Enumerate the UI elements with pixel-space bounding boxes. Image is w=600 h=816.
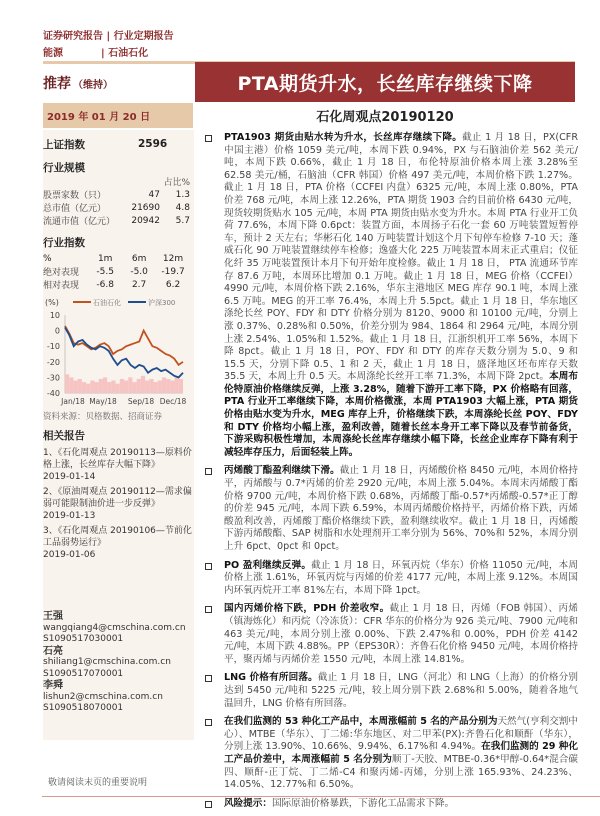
paragraph-highlight: PO 盈利继续反弹。: [224, 559, 312, 571]
bullet-paragraph: [200, 716, 578, 792]
analyst-id: S1090517030001: [43, 634, 124, 644]
volume-bar: [124, 381, 128, 393]
volume-bar: [99, 379, 103, 393]
report-title[interactable]: 3、《石化周观点 20190106—节前化工品弱势运行》: [43, 526, 192, 548]
analyst-name: 李舜: [43, 680, 63, 691]
analyst: [43, 611, 194, 646]
bullet-paragraph: [200, 465, 578, 553]
analyst: [43, 646, 194, 681]
analyst-email[interactable]: shiliang1@cmschina.com.cn: [43, 657, 171, 667]
bullet-paragraph: [200, 560, 578, 598]
related-report[interactable]: [43, 525, 194, 561]
volume-bar: [90, 381, 94, 393]
footer-divider: [42, 796, 600, 797]
bullet-icon: [205, 468, 212, 475]
related-report[interactable]: [43, 447, 194, 483]
volume-bar: [179, 379, 183, 393]
x-tick-label: Jan/18: [61, 397, 85, 406]
page-title: PTA期货升水，长丝库存继续下降: [195, 62, 575, 102]
report-title[interactable]: 2、《原油周观点 20190112—需求偏弱可能限制油价进一步反弹》: [43, 487, 192, 509]
main-content: [200, 132, 578, 816]
paragraph-text: 天然气(亨利交割中心）、MTBE（华东）、丁二烯:华东地区、对二甲苯(PX):齐鲁石化和顺酐（华东），分别上涨 13.90%、10.66%、9.94%、6.17%和 4.94%。: [224, 716, 578, 753]
scale-col: 占比%: [163, 178, 190, 188]
perf-row: 相对表现 -6.8 2.7 6.2: [43, 279, 181, 291]
report-date: 2019 年 01 月 20 日: [43, 103, 193, 128]
related-report[interactable]: [43, 486, 194, 522]
y-tick-label: 10: [49, 311, 60, 320]
paragraph-highlight: 丙烯酸丁酯盈利继续下滑。: [224, 465, 340, 477]
analyst-email[interactable]: wangqiang4@cmschina.com.cn: [43, 622, 186, 633]
volume-bar: [82, 382, 86, 393]
paragraph-highlight: 风险提示：: [224, 797, 272, 809]
analyst-name: 石亮: [43, 645, 63, 657]
legend-label: 石油石化: [93, 299, 121, 307]
volume-bar: [158, 381, 162, 393]
volume-bar: [86, 384, 90, 393]
scale-row: 流通市值（亿元） 20942 5.7: [43, 215, 190, 227]
scale-row: 股票家数（只） 47 1.3: [43, 189, 190, 201]
paragraph-text: 截止 1 月 18 日，LNG（河北）和 LNG（上海）的价格分别达到 5450 元/吨和 5225 元/吨，较上周分别下跌 2.68%和 5.00%，随着各地气温回升，LNG 价格有所回落。: [224, 672, 578, 709]
y-tick-label: 0: [54, 326, 60, 336]
x-tick-label: May/18: [89, 397, 117, 406]
report-date: 2019-01-14: [43, 472, 96, 482]
volume-bar: [95, 382, 99, 393]
volume-bar: [116, 384, 120, 393]
volume-bar: [73, 381, 77, 393]
y-axis-label: (%): [45, 298, 59, 307]
industry-index-chart: [43, 293, 194, 408]
report-category: 能源 | 石油石化: [43, 48, 149, 59]
bullet-icon: [205, 719, 212, 726]
paragraph-text: 顺丁-天胶、MTBE-0.36*甲醇-0.64*混合碳四、顺酐-正丁烷、丁二烯-C4 和聚丙烯-丙烯，分别上涨 165.93%、24.23%、14.05%、12.77%和 6.50%。: [224, 753, 578, 791]
analyst-name: 王强: [43, 611, 63, 622]
analyst: [43, 680, 194, 715]
volume-bar: [149, 379, 153, 393]
volume-bar: [162, 377, 166, 393]
volume-bar: [128, 377, 132, 393]
paragraph-text: 截止 1 月 18 日，丙烯（FOB 韩国）、丙烯（镇海炼化）和丙烷（冷冻货）：CFR 华东的价格分为 926 美元/吨、7900 元/吨和 463 美元/吨，本周分别上涨 0.00%、下跌 2.47%和 0.00%，PDH 价差 4142 元/吨，本周下跌 4.88%。PP（EPS30R）：齐鲁石化价格 9450 元/吨，本周价格持平，聚丙烯与丙烯价差 1550 元/吨，本周上涨 14.81%。: [224, 603, 578, 665]
bullet-icon: [205, 675, 212, 682]
volume-bar: [120, 379, 124, 393]
volume-bar: [175, 377, 179, 393]
perf-row: 绝对表现 -5.5 -5.0 -19.7: [43, 266, 185, 278]
volume-bar: [107, 382, 111, 393]
report-subtitle: 石化周观点20190120: [316, 110, 454, 125]
perf-title: 行业指数: [43, 237, 85, 249]
volume-bar: [132, 382, 136, 393]
volume-bar: [65, 374, 69, 393]
report-date: 2019-01-06: [43, 550, 96, 560]
legend-label: 沪深300: [148, 299, 176, 307]
volume-bar: [103, 377, 107, 393]
scale-row: 总市值（亿元） 21690 4.8: [43, 202, 190, 214]
paragraph-text: 截止 1 月 18 日，环氧丙烷（华东）价格 11050 元/吨，本周价格上涨 1.61%，环氧丙烷与丙烯的价差 4177 元/吨，本周上涨 9.12%。本周国内环氧丙烷开工率 81%左右，本周下降 1pct。: [224, 559, 578, 596]
bullet-paragraph: [200, 132, 578, 459]
paragraph-highlight: PTA1903 期货由贴水转为升水，长丝库存继续下降。: [224, 132, 463, 143]
footer-note: 敬请阅读末页的重要说明: [48, 778, 148, 788]
volume-bar: [170, 381, 174, 393]
bullet-icon: [205, 801, 212, 808]
bullet-icon: [205, 563, 212, 570]
paragraph-text: 截止 1 月 18 日，丙烯酸价格 8450 元/吨，本周价格持平，丙烯酸与 0.7*丙烯的价差 2920 元/吨，本周上涨 5.04%。本周末丙烯酸丁酯价格 9700 元/吨，本周价格下跌 0.68%，丙烯酸丁酯-0.57*丙烯酸-0.57*正丁醇的价差 945 元/吨，本周下跌 6.59%，本周丙烯酸价格持平，丙烯价格下跌，丙烯酸盈利改善，丙烯酸丁酯价格继续下跌，盈利继续收窄。截止 1 月 18 日，丙烯酸下游丙烯酸酯、SAP 树脂和水处理剂开工率分别为 56%、70%和 52%，本周分别上升 6pct、0pct 和 0pct。: [224, 465, 578, 552]
paragraph-highlight: 本周布伦特原油价格继续反弹，上涨 3.28%，随着下游开工率下降，PX 价格略有回落，PTA 行业开工率继续下降，本周价格微涨，本周 PTA1903 大幅上涨，PTA 期货价格由贴水变为升水，MEG 库存上升，价格继续下跌，本周涤纶长丝 POY、FDY 和 DTY 价格均小幅上涨，盈利改善，随着长丝本身开工率下降以及春节前备货，下游采购积极性增加，本周涤纶长丝库存继续小幅下降，长丝企业库存下降有利于减轻库存压力，后面轻装上阵。: [224, 371, 578, 458]
report-type: 证券研究报告 | 行业定期报告: [43, 31, 174, 42]
perf-header: % 1m 6m 12m: [43, 253, 184, 264]
report-title[interactable]: 1、《石化周观点 20190113—原料价格上涨，长丝库存大幅下降》: [43, 448, 192, 470]
paragraph-highlight: 在我们监测的 29 种化工产品价差中，本周涨幅前 5 名分别为: [224, 741, 578, 765]
paragraph-text: 截止 1 月 18 日，PX(CFR 中国主港）价格 1059 美元/吨，本周下跌 0.94%，PX 与石脑油价差 562 美元/吨，本周下跌 0.66%，截止 1 月 18 日，布伦特原油价格本周上涨 3.28%至 62.58 美元/桶，石脑油（CFR 韩国）价格 497 美元/吨，本周价格下跌 1.27%。截止 1 月 18 日，PTA 价格（CCFEI 内盘）6325 元/吨，本周上涨 0.80%，PTA 价差 768 元/吨，本周上涨 12.26%，PTA 期货 1903 合约目前价格 6430 元/吨，现货较期货贴水 105 元/吨，本周 PTA 期货由贴水变为升水。本周 PTA 行业开工负荷 77.6%，本周下降 0.6pct：装置方面，本周扬子石化一套 60 万吨装置短暂停车，预计 2 天左右；华彬石化 140 万吨装置计划这个月下旬停车检修 7-10 天；蓬威石化 90 万吨装置继续停车检修；逸盛大化 225 万吨装置本周末正式重启；仪征化纤 35 万吨装置预计本月下旬开始年度检修。截止 1 月 18 日， PTA 流通环节库存 87.6 万吨，本周环比增加 0.1 万吨。截止 1 月 18 日，MEG 价格（CCFEI）4990 元/吨，本周价格下跌 2.16%，华东主港地区 MEG 库存 90.1 吨，本周上涨 6.5 万吨。MEG 的开工率 76.4%，本周上升 5.5pct。截止 1 月 18 日，华东地区涤纶长丝 POY、FDY 和 DTY 价格分别为 8120、9000 和 10100 元/吨，分别上涨 0.37%、0.28%和 0.50%，价差分别为 984、1864 和 2964 元/吨，本周分别上涨 2.54%、1.05%和 1.52%。截止 1 月 18 日，江浙织机开工率 56%，本周下降 8pct。截止 1 月 18 日，POY、FDY 和 DTY 的库存天数分别为 5.0、9 和 15.5 天，分别下降 0.5、1 和 2 天，截止 1 月 18 日，盛泽地区坯布库存天数 35.5 天，本周上升 0.5 天。本周涤纶长丝开工率 71.3%，本周下降 2pct。: [224, 132, 578, 383]
paragraph-highlight: 国内丙烯价格下跌，PDH 价差收窄。: [224, 603, 390, 615]
volume-bar: [141, 376, 145, 393]
related-title: 相关报告: [43, 430, 85, 442]
y-tick-label: -10: [46, 342, 60, 352]
analyst-email[interactable]: lishun2@cmschina.com.cn: [43, 691, 163, 702]
bullet-icon: [205, 606, 212, 613]
bullet-paragraph: [200, 672, 578, 710]
y-tick-label: -40: [46, 389, 60, 398]
volume-bar: [154, 382, 158, 393]
volume-bar: [69, 377, 73, 393]
scale-title: 行业规模: [43, 162, 85, 174]
series-line: [65, 327, 183, 377]
volume-bar: [78, 379, 82, 393]
x-tick-label: Sep/18: [127, 397, 155, 406]
volume-bar: [137, 379, 141, 393]
y-tick-label: -30: [46, 373, 60, 383]
analyst-id: S1090518070001: [43, 703, 124, 713]
index-row: 上证指数 2596: [43, 138, 168, 151]
x-tick-label: Dec/18: [159, 397, 187, 406]
analyst-id: S1090517070001: [43, 668, 124, 679]
rating: 推荐 （维持）: [43, 62, 195, 102]
report-date: 2019-01-13: [43, 511, 96, 521]
bullet-paragraph: [200, 603, 578, 666]
sidebar: [43, 130, 194, 740]
volume-bar: [145, 381, 149, 393]
volume-bar: [111, 381, 115, 393]
bullet-icon: [205, 135, 212, 142]
paragraph-highlight: LNG 价格有所回落。: [224, 672, 318, 684]
paragraph-highlight: 在我们监测的 53 种化工产品中，本周涨幅前 5 名的产品分别为: [224, 716, 498, 728]
paragraph-text: 国际原油价格暴跌，下游化工品需求下降。: [271, 797, 455, 809]
chart-source: 资料来源：贝格数据、招商证券: [43, 412, 163, 422]
y-tick-label: -20: [46, 357, 60, 367]
volume-bar: [166, 379, 170, 393]
